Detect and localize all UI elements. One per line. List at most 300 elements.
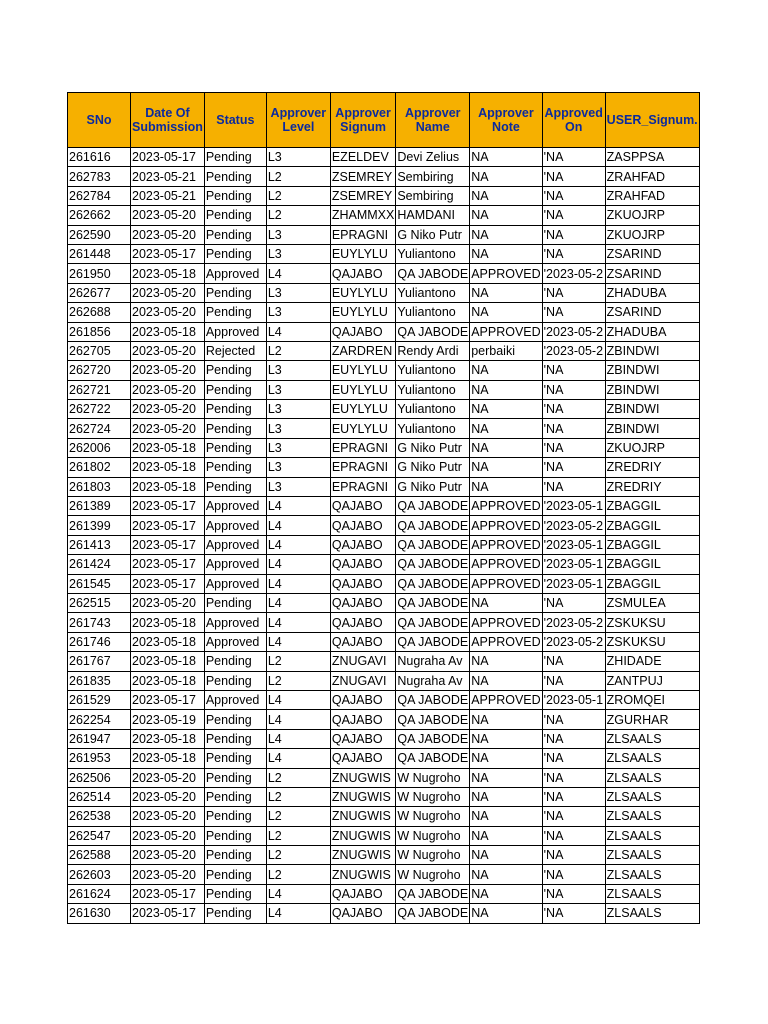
sno-cell: 262590	[68, 225, 131, 244]
table-row	[68, 710, 700, 729]
approver-level-cell: L2	[266, 671, 330, 690]
approved-on-cell: '2023-05-2	[542, 632, 605, 651]
approver-signum-cell: ZARDREN	[330, 341, 396, 360]
status-cell: Approved	[204, 555, 266, 574]
date-cell: 2023-05-18	[131, 671, 205, 690]
date-cell: 2023-05-20	[131, 380, 205, 399]
approver-signum-cell: ZNUGWIS	[330, 807, 396, 826]
approver-note-cell: APPROVED	[470, 613, 542, 632]
approver-signum-cell: EUYLYLU	[330, 283, 396, 302]
status-cell: Pending	[204, 884, 266, 903]
user-signum-cell: ZBINDWI	[605, 400, 699, 419]
sno-cell: 261389	[68, 497, 131, 516]
sno-cell: 262784	[68, 186, 131, 205]
user-signum-cell: ZHADUBA	[605, 283, 699, 302]
approver-note-cell: NA	[470, 458, 542, 477]
approver-level-cell: L4	[266, 555, 330, 574]
approved-on-cell: 'NA	[542, 710, 605, 729]
approver-signum-cell: QAJABO	[330, 613, 396, 632]
approver-signum-cell: ZNUGWIS	[330, 768, 396, 787]
approved-on-cell: 'NA	[542, 807, 605, 826]
status-cell: Approved	[204, 690, 266, 709]
sno-cell: 261743	[68, 613, 131, 632]
table-row	[68, 186, 700, 205]
date-cell: 2023-05-18	[131, 749, 205, 768]
approved-on-cell: '2023-05-2	[542, 264, 605, 283]
approver-name-cell: QA JABODE	[396, 884, 470, 903]
approver-name-cell: Rendy Ardi	[396, 341, 470, 360]
approver-note-cell: NA	[470, 148, 542, 167]
date-cell: 2023-05-18	[131, 632, 205, 651]
approver-signum-cell: QAJABO	[330, 574, 396, 593]
status-cell: Pending	[204, 710, 266, 729]
approver-note-cell: NA	[470, 807, 542, 826]
user-signum-cell: ZANTPUJ	[605, 671, 699, 690]
approver-name-cell: G Niko Putr	[396, 458, 470, 477]
status-cell: Approved	[204, 632, 266, 651]
approver-signum-cell: EUYLYLU	[330, 303, 396, 322]
table-row	[68, 361, 700, 380]
status-cell: Pending	[204, 419, 266, 438]
user-signum-cell: ZLSAALS	[605, 826, 699, 845]
approver-signum-cell: ZNUGWIS	[330, 787, 396, 806]
user-signum-cell: ZKUOJRP	[605, 206, 699, 225]
approved-on-cell: 'NA	[542, 826, 605, 845]
approver-name-cell: Sembiring	[396, 186, 470, 205]
date-cell: 2023-05-20	[131, 865, 205, 884]
approver-note-cell: NA	[470, 729, 542, 748]
status-cell: Approved	[204, 264, 266, 283]
approver-signum-cell: QAJABO	[330, 516, 396, 535]
approved-on-cell: 'NA	[542, 419, 605, 438]
approver-note-cell: NA	[470, 361, 542, 380]
approved-on-cell: 'NA	[542, 225, 605, 244]
approver-signum-cell: QAJABO	[330, 264, 396, 283]
approver-name-cell: QA JABODE	[396, 497, 470, 516]
approver-level-cell: L4	[266, 516, 330, 535]
date-cell: 2023-05-20	[131, 807, 205, 826]
sno-cell: 262688	[68, 303, 131, 322]
status-cell: Pending	[204, 400, 266, 419]
approved-on-cell: 'NA	[542, 884, 605, 903]
date-cell: 2023-05-20	[131, 846, 205, 865]
approved-on-cell: 'NA	[542, 400, 605, 419]
sno-cell: 261950	[68, 264, 131, 283]
approver-signum-cell: ZNUGWIS	[330, 826, 396, 845]
approver-signum-cell: QAJABO	[330, 497, 396, 516]
date-cell: 2023-05-18	[131, 438, 205, 457]
approver-name-cell: QA JABODE	[396, 904, 470, 923]
approver-level-cell: L3	[266, 244, 330, 263]
user-signum-cell: ZLSAALS	[605, 729, 699, 748]
table-row	[68, 264, 700, 283]
user-signum-cell: ZSARIND	[605, 303, 699, 322]
approver-level-cell: L3	[266, 438, 330, 457]
sno-cell: 262677	[68, 283, 131, 302]
table-row	[68, 438, 700, 457]
user-signum-cell: ZBINDWI	[605, 341, 699, 360]
sno-cell: 261399	[68, 516, 131, 535]
table-row	[68, 632, 700, 651]
sno-cell: 262662	[68, 206, 131, 225]
user-signum-cell: ZBINDWI	[605, 380, 699, 399]
approver-name-cell: Devi Zelius	[396, 148, 470, 167]
sno-cell: 261856	[68, 322, 131, 341]
approved-on-cell: 'NA	[542, 361, 605, 380]
table-row	[68, 322, 700, 341]
approver-note-cell: APPROVED	[470, 574, 542, 593]
approver-name-cell: QA JABODE	[396, 264, 470, 283]
table-row	[68, 555, 700, 574]
table-row	[68, 593, 700, 612]
status-cell: Approved	[204, 535, 266, 554]
sno-cell: 262588	[68, 846, 131, 865]
table-row	[68, 419, 700, 438]
sno-cell: 262724	[68, 419, 131, 438]
user-signum-cell: ZLSAALS	[605, 846, 699, 865]
status-cell: Pending	[204, 438, 266, 457]
approver-level-cell: L3	[266, 283, 330, 302]
approved-on-cell: '2023-05-1	[542, 574, 605, 593]
approver-note-cell: APPROVED	[470, 322, 542, 341]
date-cell: 2023-05-21	[131, 167, 205, 186]
date-cell: 2023-05-20	[131, 206, 205, 225]
approved-on-cell: 'NA	[542, 729, 605, 748]
status-cell: Pending	[204, 865, 266, 884]
sno-cell: 262538	[68, 807, 131, 826]
table-row	[68, 729, 700, 748]
approver-name-cell: Yuliantono	[396, 244, 470, 263]
approver-level-cell: L2	[266, 206, 330, 225]
sno-cell: 262547	[68, 826, 131, 845]
approver-note-cell: NA	[470, 400, 542, 419]
status-cell: Pending	[204, 846, 266, 865]
table-row	[68, 477, 700, 496]
approver-signum-cell: QAJABO	[330, 322, 396, 341]
approver-note-cell: perbaiki	[470, 341, 542, 360]
date-cell: 2023-05-18	[131, 613, 205, 632]
approver-name-cell: QA JABODE	[396, 690, 470, 709]
sno-cell: 262603	[68, 865, 131, 884]
approver-signum-cell: ZNUGAVI	[330, 671, 396, 690]
sno-cell: 262720	[68, 361, 131, 380]
column-header-date-of-submission: Date Of Submission	[131, 93, 205, 148]
approver-name-cell: Yuliantono	[396, 400, 470, 419]
approved-on-cell: 'NA	[542, 787, 605, 806]
column-header-approver-signum: Approver Signum	[330, 93, 396, 148]
approved-on-cell: 'NA	[542, 865, 605, 884]
user-signum-cell: ZSARIND	[605, 244, 699, 263]
approver-level-cell: L2	[266, 826, 330, 845]
approver-note-cell: NA	[470, 419, 542, 438]
table-row	[68, 283, 700, 302]
approver-signum-cell: QAJABO	[330, 632, 396, 651]
table-row	[68, 904, 700, 923]
user-signum-cell: ZROMQEI	[605, 690, 699, 709]
date-cell: 2023-05-17	[131, 904, 205, 923]
approver-name-cell: QA JABODE	[396, 613, 470, 632]
user-signum-cell: ZLSAALS	[605, 904, 699, 923]
approver-note-cell: NA	[470, 884, 542, 903]
sno-cell: 262705	[68, 341, 131, 360]
approver-level-cell: L4	[266, 729, 330, 748]
user-signum-cell: ZBINDWI	[605, 361, 699, 380]
sno-cell: 262514	[68, 787, 131, 806]
approver-note-cell: NA	[470, 225, 542, 244]
approver-note-cell: NA	[470, 652, 542, 671]
sno-cell: 261802	[68, 458, 131, 477]
status-cell: Rejected	[204, 341, 266, 360]
table-row	[68, 826, 700, 845]
approver-signum-cell: EPRAGNI	[330, 438, 396, 457]
sno-cell: 261413	[68, 535, 131, 554]
approver-level-cell: L3	[266, 225, 330, 244]
approver-note-cell: NA	[470, 826, 542, 845]
date-cell: 2023-05-20	[131, 787, 205, 806]
approved-on-cell: '2023-05-2	[542, 516, 605, 535]
approver-name-cell: Nugraha Av	[396, 652, 470, 671]
approver-note-cell: NA	[470, 710, 542, 729]
approver-signum-cell: ZSEMREY	[330, 186, 396, 205]
user-signum-cell: ZSARIND	[605, 264, 699, 283]
user-signum-cell: ZHIDADE	[605, 652, 699, 671]
date-cell: 2023-05-18	[131, 652, 205, 671]
date-cell: 2023-05-17	[131, 690, 205, 709]
table-row	[68, 768, 700, 787]
sno-cell: 261424	[68, 555, 131, 574]
approver-level-cell: L4	[266, 322, 330, 341]
header-row	[68, 93, 700, 148]
approver-signum-cell: QAJABO	[330, 690, 396, 709]
approver-note-cell: APPROVED	[470, 632, 542, 651]
user-signum-cell: ZLSAALS	[605, 787, 699, 806]
sno-cell: 262515	[68, 593, 131, 612]
date-cell: 2023-05-20	[131, 225, 205, 244]
column-header-approved-on: Approved On	[542, 93, 605, 148]
status-cell: Approved	[204, 574, 266, 593]
sno-cell: 261529	[68, 690, 131, 709]
approver-note-cell: NA	[470, 671, 542, 690]
sno-cell: 261616	[68, 148, 131, 167]
approved-on-cell: 'NA	[542, 380, 605, 399]
approver-signum-cell: ZHAMMXX	[330, 206, 396, 225]
approver-note-cell: APPROVED	[470, 690, 542, 709]
table-header	[68, 93, 700, 148]
approver-name-cell: W Nugroho	[396, 768, 470, 787]
approver-note-cell: NA	[470, 749, 542, 768]
column-header-sno: SNo	[68, 93, 131, 148]
approved-on-cell: '2023-05-1	[542, 690, 605, 709]
date-cell: 2023-05-20	[131, 826, 205, 845]
status-cell: Approved	[204, 497, 266, 516]
approved-on-cell: '2023-05-2	[542, 341, 605, 360]
table-row	[68, 400, 700, 419]
approved-on-cell: 'NA	[542, 458, 605, 477]
approver-signum-cell: QAJABO	[330, 884, 396, 903]
approver-level-cell: L3	[266, 458, 330, 477]
table-row	[68, 206, 700, 225]
date-cell: 2023-05-20	[131, 361, 205, 380]
approver-signum-cell: ZNUGAVI	[330, 652, 396, 671]
approver-note-cell: NA	[470, 303, 542, 322]
user-signum-cell: ZBINDWI	[605, 419, 699, 438]
approver-signum-cell: EZELDEV	[330, 148, 396, 167]
user-signum-cell: ZASPPSA	[605, 148, 699, 167]
user-signum-cell: ZSKUKSU	[605, 632, 699, 651]
approver-name-cell: W Nugroho	[396, 787, 470, 806]
approver-name-cell: QA JABODE	[396, 729, 470, 748]
approver-level-cell: L2	[266, 807, 330, 826]
table-row	[68, 690, 700, 709]
approver-level-cell: L2	[266, 167, 330, 186]
approved-on-cell: 'NA	[542, 652, 605, 671]
approver-level-cell: L4	[266, 749, 330, 768]
sno-cell: 261953	[68, 749, 131, 768]
table-row	[68, 516, 700, 535]
date-cell: 2023-05-17	[131, 884, 205, 903]
approved-on-cell: 'NA	[542, 186, 605, 205]
table-row	[68, 341, 700, 360]
user-signum-cell: ZLSAALS	[605, 749, 699, 768]
approver-signum-cell: QAJABO	[330, 535, 396, 554]
sno-cell: 261767	[68, 652, 131, 671]
status-cell: Pending	[204, 593, 266, 612]
date-cell: 2023-05-17	[131, 535, 205, 554]
approver-name-cell: Yuliantono	[396, 419, 470, 438]
sno-cell: 261448	[68, 244, 131, 263]
status-cell: Pending	[204, 807, 266, 826]
approver-signum-cell: QAJABO	[330, 749, 396, 768]
approver-note-cell: NA	[470, 904, 542, 923]
approver-signum-cell: EPRAGNI	[330, 458, 396, 477]
user-signum-cell: ZBAGGIL	[605, 497, 699, 516]
approver-level-cell: L4	[266, 632, 330, 651]
column-header-approver-name: Approver Name	[396, 93, 470, 148]
approver-name-cell: QA JABODE	[396, 555, 470, 574]
approver-name-cell: QA JABODE	[396, 632, 470, 651]
user-signum-cell: ZRAHFAD	[605, 167, 699, 186]
approver-signum-cell: ZSEMREY	[330, 167, 396, 186]
status-cell: Approved	[204, 516, 266, 535]
table-row	[68, 884, 700, 903]
status-cell: Pending	[204, 477, 266, 496]
date-cell: 2023-05-19	[131, 710, 205, 729]
approved-on-cell: 'NA	[542, 904, 605, 923]
approved-on-cell: 'NA	[542, 244, 605, 263]
table-row	[68, 865, 700, 884]
date-cell: 2023-05-20	[131, 593, 205, 612]
approver-note-cell: APPROVED	[470, 555, 542, 574]
approved-on-cell: 'NA	[542, 283, 605, 302]
sno-cell: 262506	[68, 768, 131, 787]
user-signum-cell: ZLSAALS	[605, 884, 699, 903]
approver-note-cell: NA	[470, 846, 542, 865]
status-cell: Pending	[204, 206, 266, 225]
approver-signum-cell: QAJABO	[330, 593, 396, 612]
status-cell: Approved	[204, 322, 266, 341]
date-cell: 2023-05-17	[131, 148, 205, 167]
approver-signum-cell: QAJABO	[330, 729, 396, 748]
status-cell: Pending	[204, 729, 266, 748]
approver-name-cell: QA JABODE	[396, 749, 470, 768]
approver-name-cell: G Niko Putr	[396, 477, 470, 496]
approver-level-cell: L3	[266, 477, 330, 496]
sno-cell: 261545	[68, 574, 131, 593]
user-signum-cell: ZSKUKSU	[605, 613, 699, 632]
approver-name-cell: Nugraha Av	[396, 671, 470, 690]
status-cell: Pending	[204, 904, 266, 923]
approver-name-cell: QA JABODE	[396, 574, 470, 593]
approver-level-cell: L2	[266, 186, 330, 205]
status-cell: Pending	[204, 652, 266, 671]
user-signum-cell: ZKUOJRP	[605, 438, 699, 457]
status-cell: Pending	[204, 671, 266, 690]
user-signum-cell: ZLSAALS	[605, 768, 699, 787]
approver-level-cell: L4	[266, 593, 330, 612]
approved-on-cell: 'NA	[542, 846, 605, 865]
approver-level-cell: L2	[266, 787, 330, 806]
table-row	[68, 613, 700, 632]
user-signum-cell: ZSMULEA	[605, 593, 699, 612]
approver-signum-cell: ZNUGWIS	[330, 846, 396, 865]
sno-cell: 261624	[68, 884, 131, 903]
user-signum-cell: ZLSAALS	[605, 865, 699, 884]
status-cell: Pending	[204, 787, 266, 806]
approver-note-cell: NA	[470, 865, 542, 884]
user-signum-cell: ZGURHAR	[605, 710, 699, 729]
user-signum-cell: ZKUOJRP	[605, 225, 699, 244]
approver-level-cell: L4	[266, 535, 330, 554]
approver-level-cell: L2	[266, 652, 330, 671]
approver-signum-cell: ZNUGWIS	[330, 865, 396, 884]
table-row	[68, 497, 700, 516]
user-signum-cell: ZRAHFAD	[605, 186, 699, 205]
approver-note-cell: NA	[470, 787, 542, 806]
approved-on-cell: '2023-05-1	[542, 497, 605, 516]
approver-note-cell: NA	[470, 593, 542, 612]
table-row	[68, 148, 700, 167]
approver-signum-cell: EPRAGNI	[330, 477, 396, 496]
date-cell: 2023-05-18	[131, 264, 205, 283]
approver-note-cell: NA	[470, 438, 542, 457]
approver-note-cell: APPROVED	[470, 264, 542, 283]
approver-signum-cell: QAJABO	[330, 555, 396, 574]
table-row	[68, 380, 700, 399]
date-cell: 2023-05-20	[131, 419, 205, 438]
approver-name-cell: Sembiring	[396, 167, 470, 186]
approver-level-cell: L4	[266, 904, 330, 923]
sno-cell: 262254	[68, 710, 131, 729]
approver-name-cell: W Nugroho	[396, 846, 470, 865]
column-header-approver-note: Approver Note	[470, 93, 542, 148]
approver-level-cell: L4	[266, 613, 330, 632]
sno-cell: 261746	[68, 632, 131, 651]
table-row	[68, 807, 700, 826]
approver-note-cell: NA	[470, 206, 542, 225]
approved-on-cell: 'NA	[542, 148, 605, 167]
approver-name-cell: W Nugroho	[396, 865, 470, 884]
approver-level-cell: L2	[266, 341, 330, 360]
approver-level-cell: L4	[266, 884, 330, 903]
status-cell: Pending	[204, 186, 266, 205]
approver-note-cell: NA	[470, 167, 542, 186]
approved-on-cell: 'NA	[542, 206, 605, 225]
approved-on-cell: '2023-05-2	[542, 613, 605, 632]
table-row	[68, 225, 700, 244]
table-row	[68, 535, 700, 554]
approver-level-cell: L3	[266, 303, 330, 322]
approver-signum-cell: EUYLYLU	[330, 361, 396, 380]
